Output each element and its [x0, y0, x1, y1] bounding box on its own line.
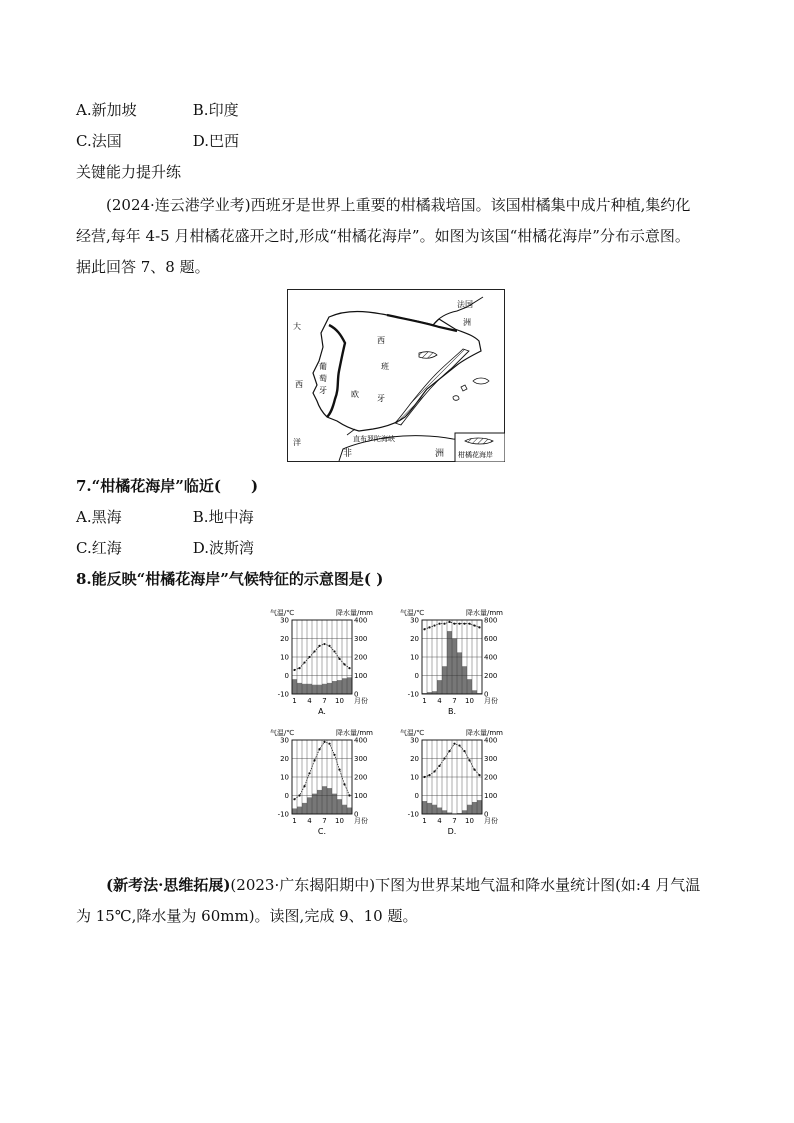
temp-point: [308, 772, 310, 774]
precip-bar: [322, 786, 327, 814]
precip-bar: [342, 678, 347, 694]
temp-point: [438, 765, 440, 767]
precip-bar: [437, 808, 442, 814]
q6-option-a[interactable]: A.新加坡: [76, 101, 137, 119]
month-tick-label: 10: [465, 817, 474, 825]
temp-tick-label: 0: [414, 792, 419, 800]
temp-point: [448, 621, 450, 623]
temp-point: [433, 770, 435, 772]
precip-bar: [337, 680, 342, 694]
temp-axis-label: 气温/℃: [270, 609, 295, 617]
precip-bar: [347, 808, 352, 814]
chart-title: C.: [317, 827, 327, 836]
precip-tick-label: 300: [354, 635, 368, 643]
temp-point: [428, 774, 430, 776]
month-tick-label: 1: [422, 817, 427, 825]
precip-bar: [297, 683, 302, 694]
q6-options-row-2: [76, 131, 239, 151]
precip-tick-label: 300: [354, 755, 368, 763]
precip-tick-label: 600: [484, 635, 498, 643]
temp-point: [458, 744, 460, 746]
temp-point: [443, 623, 445, 625]
temp-point: [468, 759, 470, 761]
temp-tick-label: 30: [280, 736, 289, 745]
precip-bar: [307, 684, 312, 694]
precip-bar: [332, 681, 337, 694]
temp-tick-label: -10: [277, 690, 289, 699]
precip-bar: [312, 794, 317, 814]
temp-point: [303, 785, 305, 787]
temp-tick-label: 10: [410, 653, 419, 662]
label-atlantic-2: 西: [295, 380, 303, 389]
climate-chart-1: [270, 608, 373, 716]
precip-tick-label: 200: [484, 672, 498, 680]
temp-point: [323, 643, 325, 645]
precip-axis-label: 降水量/mm: [466, 609, 503, 617]
precip-bar: [447, 631, 452, 694]
temp-point: [423, 628, 425, 630]
month-axis-label: 月份: [484, 697, 498, 705]
precip-tick-label: 100: [354, 792, 368, 800]
precip-bar: [297, 807, 302, 814]
precip-bar: [312, 685, 317, 694]
month-tick-label: 1: [292, 817, 297, 825]
temp-tick-label: 20: [410, 635, 419, 643]
temp-tick-label: 30: [280, 616, 289, 625]
precip-bar: [317, 685, 322, 694]
month-tick-label: 7: [322, 817, 327, 825]
climate-chart-2: [400, 608, 503, 716]
month-tick-label: 7: [322, 697, 327, 705]
temp-point: [463, 750, 465, 752]
section-title: 关键能力提升练: [76, 163, 182, 181]
q7-option-b[interactable]: B.地中海: [192, 508, 254, 526]
precip-bar: [342, 805, 347, 814]
temp-point: [338, 769, 340, 771]
temp-axis-label: 气温/℃: [400, 729, 425, 737]
label-atlantic-3: 洋: [293, 438, 301, 447]
precip-tick-label: 400: [484, 653, 498, 662]
precip-bar: [472, 802, 477, 814]
precip-tick-label: 800: [484, 616, 498, 625]
precip-bar: [347, 677, 352, 694]
precip-bar: [462, 666, 467, 694]
temp-tick-label: 0: [414, 672, 419, 680]
legend-label: 柑橘花海岸: [458, 451, 493, 459]
label-africa-2: 洲: [435, 449, 445, 459]
precip-bar: [452, 639, 457, 695]
temp-point: [323, 741, 325, 743]
q6-option-c[interactable]: C.法国: [76, 132, 122, 150]
temp-point: [443, 757, 445, 759]
temp-tick-label: 10: [410, 773, 419, 782]
label-spain-1: 西: [377, 336, 385, 345]
chart-title: A.: [318, 707, 326, 716]
label-spain-2: 班: [381, 362, 389, 371]
month-tick-label: 4: [437, 697, 442, 705]
q7-stem: 7.“柑橘花海岸”临近( ): [76, 477, 259, 495]
month-tick-label: 4: [437, 817, 442, 825]
intro-9-10-line-2: 为 15℃,降水量为 60mm)。读图,完成 9、10 题。: [76, 907, 418, 925]
month-axis-label: 月份: [484, 817, 498, 825]
temp-point: [308, 656, 310, 658]
temp-point: [298, 667, 300, 669]
temp-point: [473, 769, 475, 771]
precip-axis-label: 降水量/mm: [466, 729, 503, 737]
temp-tick-label: -10: [277, 810, 289, 819]
q7-options-row-2: [76, 538, 254, 558]
temp-point: [318, 748, 320, 750]
temp-axis-label: 气温/℃: [400, 609, 425, 617]
temp-tick-label: 30: [410, 616, 419, 625]
temp-point: [453, 623, 455, 625]
temp-point: [313, 759, 315, 761]
precip-bar: [332, 794, 337, 814]
month-axis-label: 月份: [354, 817, 368, 825]
label-europe-top: 洲: [463, 318, 471, 327]
precip-bar: [457, 652, 462, 694]
precip-tick-label: 0: [354, 810, 359, 819]
temp-tick-label: 0: [284, 672, 289, 680]
temp-point: [453, 743, 455, 745]
temp-point: [438, 623, 440, 625]
precip-tick-label: 100: [484, 792, 498, 800]
precip-bar: [327, 683, 332, 694]
temp-point: [333, 754, 335, 756]
temp-point: [448, 750, 450, 752]
temp-point: [473, 624, 475, 626]
temp-point: [348, 667, 350, 669]
q7-option-a[interactable]: A.黑海: [76, 508, 122, 526]
month-tick-label: 1: [292, 697, 297, 705]
precip-bar: [442, 810, 447, 814]
precip-axis-label: 降水量/mm: [336, 609, 373, 617]
temp-point: [433, 624, 435, 626]
temp-tick-label: 0: [284, 792, 289, 800]
precip-bar: [472, 690, 477, 694]
month-tick-label: 10: [335, 817, 344, 825]
temp-point: [293, 798, 295, 800]
q6-option-d[interactable]: D.巴西: [192, 132, 240, 150]
temp-point: [293, 669, 295, 671]
label-europe-center: 欧: [351, 390, 359, 399]
temp-point: [478, 626, 480, 628]
precip-bar: [302, 803, 307, 814]
month-tick-label: 4: [307, 697, 312, 705]
temp-tick-label: 30: [410, 736, 419, 745]
precip-tick-label: 400: [484, 736, 498, 745]
chart-title: D.: [447, 827, 457, 836]
temp-point: [428, 626, 430, 628]
label-portugal-1: 葡: [319, 362, 327, 371]
precip-tick-label: 0: [354, 690, 359, 699]
climate-chart-4: [400, 728, 503, 836]
intro-7-8-line-2: 经营,每年 4-5 月柑橘花盛开之时,形成“柑橘花海岸”。如图为该国“柑橘花海岸”分布示意图。: [76, 227, 690, 245]
temp-point: [328, 743, 330, 745]
q7-option-d[interactable]: D.波斯湾: [192, 539, 255, 557]
precip-bar: [307, 797, 312, 814]
label-strait: 直布罗陀海峡: [353, 435, 395, 443]
temp-tick-label: 10: [280, 773, 289, 782]
temp-point: [463, 623, 465, 625]
temp-point: [328, 645, 330, 647]
precip-bar: [322, 684, 327, 694]
precip-bar: [317, 790, 322, 814]
month-tick-label: 4: [307, 817, 312, 825]
precip-tick-label: 100: [354, 672, 368, 680]
q7-option-c[interactable]: C.红海: [76, 539, 122, 557]
temp-point: [478, 774, 480, 776]
temp-point: [348, 794, 350, 796]
precip-tick-label: 300: [484, 755, 498, 763]
label-africa-1: 非: [343, 449, 353, 459]
label-portugal-3: 牙: [319, 386, 327, 395]
precip-tick-label: 200: [354, 773, 368, 782]
precip-axis-label: 降水量/mm: [336, 729, 373, 737]
precip-tick-label: 200: [354, 653, 368, 662]
temp-tick-label: 10: [280, 653, 289, 662]
temp-point: [318, 645, 320, 647]
month-tick-label: 1: [422, 697, 427, 705]
climate-chart-3: [270, 728, 373, 836]
label-france: 法国: [457, 300, 473, 309]
temp-point: [338, 658, 340, 660]
temp-point: [343, 663, 345, 665]
temp-point: [423, 776, 425, 778]
precip-bar: [427, 803, 432, 814]
precip-bar: [442, 666, 447, 694]
precip-bar: [477, 800, 482, 814]
q8-stem: 8.能反映“柑橘花海岸”气候特征的示意图是( ): [76, 570, 384, 588]
precip-bar: [467, 679, 472, 694]
temp-tick-label: -10: [407, 810, 419, 819]
precip-bar: [292, 679, 297, 694]
temp-point: [313, 650, 315, 652]
month-tick-label: 7: [452, 817, 457, 825]
precip-bar: [437, 680, 442, 694]
month-tick-label: 10: [335, 697, 344, 705]
temp-point: [458, 623, 460, 625]
precip-bar: [337, 799, 342, 814]
temp-point: [298, 794, 300, 796]
month-tick-label: 10: [465, 697, 474, 705]
precip-bar: [327, 788, 332, 814]
label-portugal-2: 萄: [319, 374, 327, 383]
temp-tick-label: 20: [410, 755, 419, 763]
temp-point: [468, 623, 470, 625]
intro-7-8-line-1: (2024·连云港学业考)西班牙是世界上重要的柑橘栽培国。该国柑橘集中成片种植,集约化: [106, 196, 691, 214]
climate-charts-figure: [270, 606, 520, 856]
precip-tick-label: 0: [484, 690, 489, 699]
precip-bar: [467, 805, 472, 814]
temp-tick-label: 20: [280, 755, 289, 763]
precip-bar: [292, 808, 297, 814]
temp-tick-label: 20: [280, 635, 289, 643]
intro-9-10-line-1: [106, 875, 700, 895]
temp-tick-label: -10: [407, 690, 419, 699]
q6-options-row-1: [76, 100, 239, 120]
chart-title: B.: [447, 707, 457, 716]
temp-point: [303, 661, 305, 663]
intro-9-10-text-1: (2023·广东揭阳期中)下图为世界某地气温和降水量统计图(如:4 月气温: [230, 876, 701, 894]
precip-bar: [422, 801, 427, 814]
q7-options-row-1: [76, 507, 254, 527]
q6-option-b[interactable]: B.印度: [192, 101, 239, 119]
precip-bar: [302, 684, 307, 694]
precip-tick-label: 0: [484, 810, 489, 819]
label-spain-3: 牙: [377, 394, 385, 403]
precip-tick-label: 200: [484, 773, 498, 782]
new-method-tag: (新考法·思维拓展): [106, 876, 231, 894]
precip-tick-label: 400: [354, 616, 368, 625]
month-tick-label: 7: [452, 697, 457, 705]
temp-axis-label: 气温/℃: [270, 729, 295, 737]
precip-tick-label: 400: [354, 736, 368, 745]
intro-7-8-line-3: 据此回答 7、8 题。: [76, 258, 210, 276]
month-axis-label: 月份: [354, 697, 368, 705]
precip-bar: [462, 810, 467, 814]
temp-point: [343, 783, 345, 785]
temp-point: [333, 650, 335, 652]
precip-bar: [432, 805, 437, 814]
label-atlantic-1: 大: [293, 322, 301, 331]
spain-citrus-coast-map: [287, 289, 505, 462]
